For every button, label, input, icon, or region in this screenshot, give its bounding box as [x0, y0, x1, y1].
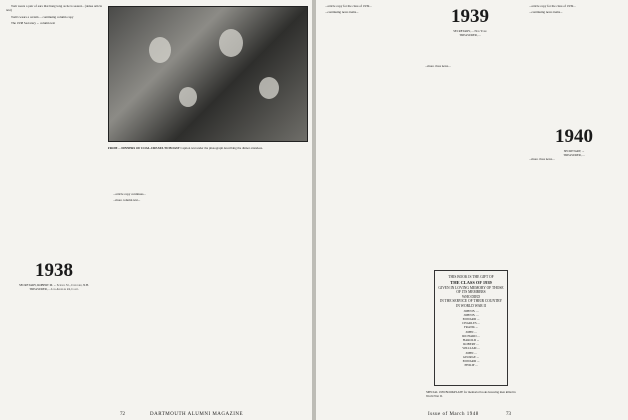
bookplate-name: CHARLES ... — [462, 321, 480, 326]
class-year-heading: 1939 — [451, 6, 489, 27]
left-page — [0, 0, 312, 420]
paragraph: ...continuing news items... — [325, 10, 359, 15]
paragraph: ...article copy for the class of 1939... — [529, 4, 576, 8]
secretary-line: SECRETARY, ... New York — [453, 29, 487, 33]
bookplate-heading: THE CLASS OF 1939 — [450, 279, 492, 285]
bookplate-name: JOHN B. ... — [463, 312, 479, 317]
right-page-number: 73 — [506, 412, 511, 417]
treasurer-line: TREASURER, ... Los Angeles 24, Calif. — [29, 287, 79, 291]
bookplate-line: THIS BOOK IS THE GIFT OF — [448, 275, 494, 279]
bookplate-name: WILLIAM ... — [462, 346, 480, 351]
right-col2 — [420, 64, 520, 264]
bookplate-name: EDWARD ... — [462, 359, 480, 363]
paragraph: ...more class news... — [425, 64, 451, 68]
class-1938-section — [6, 258, 102, 408]
bookplate-line: IN THE SERVICE OF THEIR COUNTRY — [439, 299, 503, 304]
bookplate-name: JOHN ... — [465, 329, 477, 334]
paragraph: Tom wears a pair of ears that hang long as he is seated... (dense article text) — [6, 4, 102, 13]
treasurer-line: TREASURER, ... — [563, 153, 585, 157]
left-col2 — [108, 192, 204, 408]
caption-title: FROM ... DINNERS OF COAL-CREATA TO BOAST — [108, 146, 180, 150]
bookplate-name: JOHN ... — [465, 350, 477, 355]
bookplate-name: FRANK ... — [464, 325, 478, 330]
bookplate-line: IN WORLD WAR II — [456, 303, 486, 308]
caption-text: Caption text under the photograph describing the dinner attendees. — [180, 146, 263, 150]
right-page — [316, 0, 628, 420]
bookplate-name: EDWARD ... — [462, 316, 480, 321]
bookplate-line: OF ITS MEMBERS — [456, 290, 486, 295]
treasurer-line: TREASURER, ... — [459, 33, 481, 37]
right-footer: Issue of March 1948 — [428, 412, 479, 417]
paragraph: ...more class news... — [529, 157, 555, 161]
left-page-number: 72 — [120, 412, 125, 417]
bookplate-line: GIVEN IN LOVING MEMORY OF THOSE — [438, 285, 504, 290]
paragraph: The 1938 Secretary ... column text — [11, 20, 56, 25]
paragraph: ...article copy for the class of 1939... — [325, 4, 372, 8]
secretary-line: SECRETARY, ... — [563, 149, 585, 153]
bookplate-name: ROBERT ... — [463, 342, 479, 347]
event-photograph — [108, 6, 308, 142]
right-col1 — [320, 4, 416, 408]
bookplate-line: WHO DIED — [461, 294, 481, 299]
class-year-heading: 1940 — [555, 126, 593, 147]
class-1939-header — [420, 4, 520, 64]
bookplate-name: RICHARD ... — [462, 333, 480, 338]
memorial-bookplate — [434, 270, 508, 386]
left-footer: DARTMOUTH ALUMNI MAGAZINE — [150, 412, 244, 417]
bookplate-name: PHILIP ... — [464, 363, 478, 368]
paragraph: ...continuing news items... — [529, 10, 563, 15]
secretary-line: SECRETARY, ROBERT M. ... School St., Concord, N.H. — [19, 283, 89, 287]
photo-caption — [108, 146, 308, 186]
bookplate-name: HAROLD ... — [462, 337, 480, 342]
class-1940-section — [524, 124, 624, 408]
bookplate-name: GEORGE ... — [462, 354, 480, 359]
paragraph: Tom's wears a certain ... continuing column copy — [11, 14, 74, 19]
paragraph: ...article copy continues... — [113, 192, 146, 196]
bookplate-names — [438, 309, 504, 368]
left-col1-top — [6, 4, 102, 124]
right-col3-top — [524, 4, 624, 122]
class-year-heading: 1938 — [35, 260, 73, 281]
bookplate-name: JOHN B. ... — [463, 308, 479, 313]
bookplate-note: SPECIAL 1939 BOOKPLATE for memorial books honoring men killed in World War II. — [426, 390, 516, 398]
paragraph: ...more column text... — [113, 198, 141, 203]
